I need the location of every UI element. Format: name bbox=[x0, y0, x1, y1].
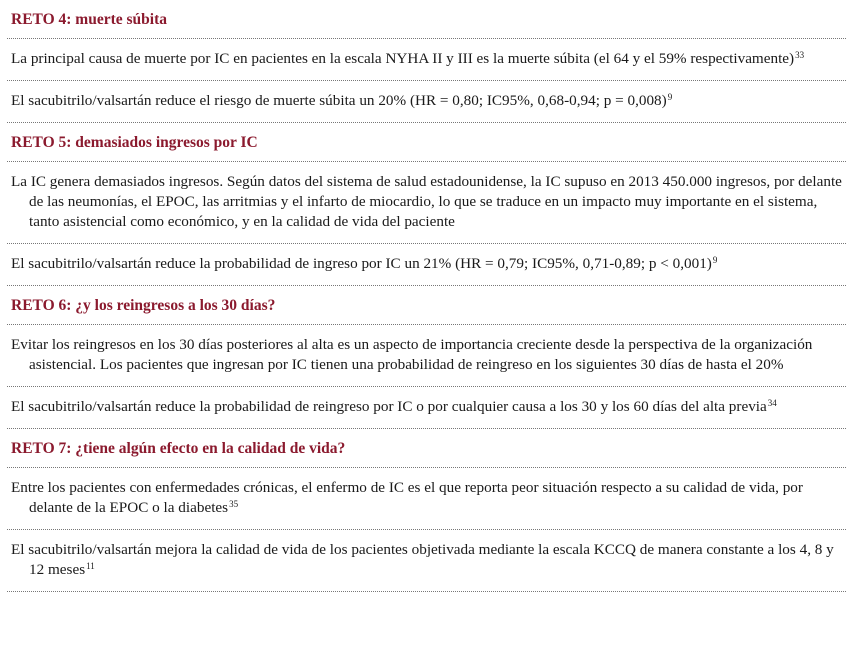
paragraph-text: El sacubitrilo/valsartán reduce la probabilidad de ingreso por IC un 21% (HR = 0,79; IC95%, 0,71-0,89; p < 0,001) bbox=[11, 255, 712, 272]
paragraph-text: Entre los pacientes con enfermedades crónicas, el enfermo de IC es el que reporta peor situación respecto a su calidad de vida, por delante de la EPOC o la diabetes bbox=[11, 479, 803, 516]
paragraph-text: La principal causa de muerte por IC en pacientes en la escala NYHA II y III es la muerte súbita (el 64 y el 59% respectivamente) bbox=[11, 50, 795, 67]
section-heading-reto-5: RETO 5: demasiados ingresos por IC bbox=[7, 123, 846, 162]
reference-number: 35 bbox=[229, 499, 239, 509]
reference-number: 9 bbox=[667, 92, 673, 102]
paragraph-text: El sacubitrilo/valsartán reduce el riesgo de muerte súbita un 20% (HR = 0,80; IC95%, 0,68-0,94; p = 0,008) bbox=[11, 92, 667, 109]
paragraph bbox=[7, 244, 846, 286]
paragraph bbox=[7, 530, 846, 592]
reference-number: 33 bbox=[795, 50, 805, 60]
section-heading-reto-6: RETO 6: ¿y los reingresos a los 30 días? bbox=[7, 286, 846, 325]
paragraph-text: El sacubitrilo/valsartán reduce la probabilidad de reingreso por IC o por cualquier causa a los 30 y los 60 días del alta previa bbox=[11, 398, 767, 415]
reference-number: 11 bbox=[86, 561, 95, 571]
paragraph bbox=[7, 81, 846, 123]
paragraph-text: Evitar los reingresos en los 30 días posteriores al alta es un aspecto de importancia creciente desde la perspectiva de la organización asistencial. Los pacientes que ingresan por IC tienen una probabilidad de reingreso en los siguientes 30 días de hasta el 20% bbox=[11, 336, 813, 373]
reference-number: 9 bbox=[712, 255, 718, 265]
paragraph-text: El sacubitrilo/valsartán mejora la calidad de vida de los pacientes objetivada mediante la escala KCCQ de manera constante a los 4, 8 y 12 meses bbox=[11, 541, 834, 578]
section-heading-reto-7: RETO 7: ¿tiene algún efecto en la calidad de vida? bbox=[7, 429, 846, 468]
paragraph-text: La IC genera demasiados ingresos. Según datos del sistema de salud estadounidense, la IC supuso en 2013 450.000 ingresos, por delante de las neumonías, el EPOC, las arritmias y el infarto de miocardio, lo que se traduce en un impacto muy importante en el sistema, tanto asistencial como económico, y en la calidad de vida del paciente bbox=[11, 173, 842, 230]
paragraph bbox=[7, 325, 846, 387]
paragraph bbox=[7, 387, 846, 429]
reference-number: 34 bbox=[767, 398, 777, 408]
section-heading-reto-4: RETO 4: muerte súbita bbox=[7, 0, 846, 39]
paragraph bbox=[7, 162, 846, 244]
paragraph bbox=[7, 468, 846, 530]
paragraph bbox=[7, 39, 846, 81]
